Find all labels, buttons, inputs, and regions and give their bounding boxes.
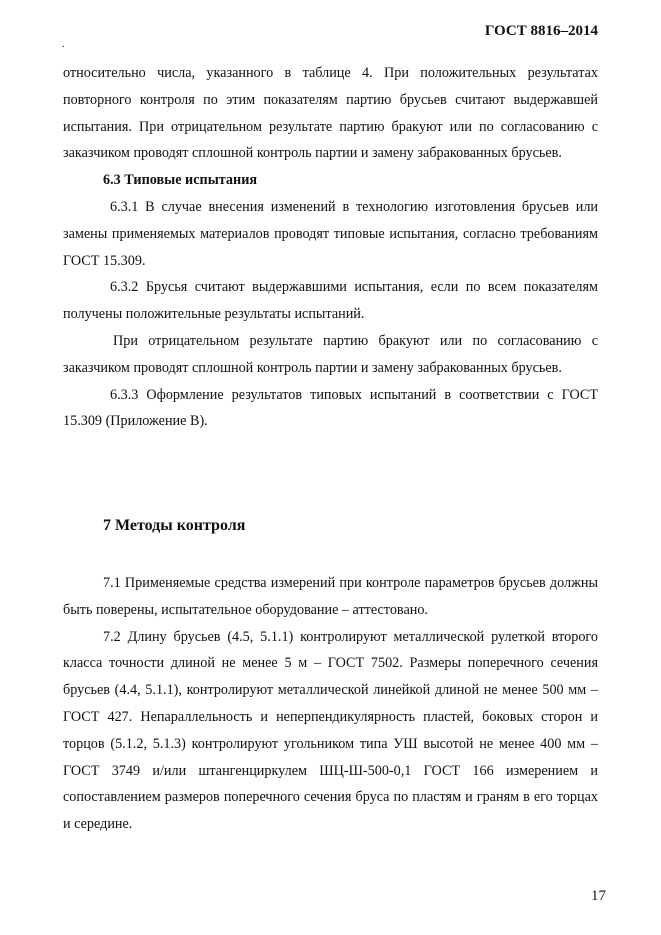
paragraph-continued: относительно числа, указанного в таблице 4. При положительных результатах повторного контроля по этим показателям партию брусьев считают выдержавшей испытания. При отрицательном результате партию бракуют или по согласованию с заказчиком проводят сплошной контроль партии и замену забракованных брусьев. [63, 65, 598, 162]
paragraph-6-3-2: 6.3.2 Брусья считают выдержавшими испытания, если по всем показателям получены положительные результаты испытаний. [63, 279, 598, 323]
section-title-6-3: 6.3 Типовые испытания [103, 172, 258, 189]
paragraph-7-2: 7.2 Длину брусьев (4.5, 5.1.1) контролируют металлической рулеткой второго класса точности длиной не менее 5 м – ГОСТ 7502. Размеры поперечного сечения брусьев (4.4, 5.1.1), контролируют металлической линейкой длиной не менее 500 мм – ГОСТ 427. Непараллельность и неперпендикулярность пластей, боковых сторон и торцов (5.1.2, 5.1.3) контролируют угольником типа УШ высотой не менее 400 мм – ГОСТ 3749 и/или штангенциркулем ШЦ-Ш-500-0,1 ГОСТ 166 измерением и сопоставлением размеров поперечного сечения бруса по пластям и граням в его торцах и середине. [63, 628, 598, 833]
document-body [63, 60, 598, 435]
paragraph-6-3-1: 6.3.1 В случае внесения изменений в технологию изготовления брусьев или замены применяемых материалов проводят типовые испытания, согласно требованиям ГОСТ 15.309. [63, 198, 598, 269]
stray-dot: . [62, 39, 65, 50]
page-header: ГОСТ 8816–2014 [484, 23, 598, 39]
paragraph-6-3-3: 6.3.3 Оформление результатов типовых испытаний в соответствии с ГОСТ 15.309 (Приложение В). [63, 386, 598, 430]
paragraph-6-3-2-continued: При отрицательном результате партию бракуют или по согласованию с заказчиком проводят сплошной контроль партии и замену забракованных брусьев. [63, 332, 598, 376]
section-title-7: 7 Методы контроля [103, 517, 246, 534]
paragraph-7-1: 7.1 Применяемые средства измерений при контроле параметров брусьев должны быть поверены, испытательное оборудование – аттестовано. [63, 575, 598, 618]
page-number: 17 [591, 888, 606, 904]
section-7-body [63, 570, 598, 838]
